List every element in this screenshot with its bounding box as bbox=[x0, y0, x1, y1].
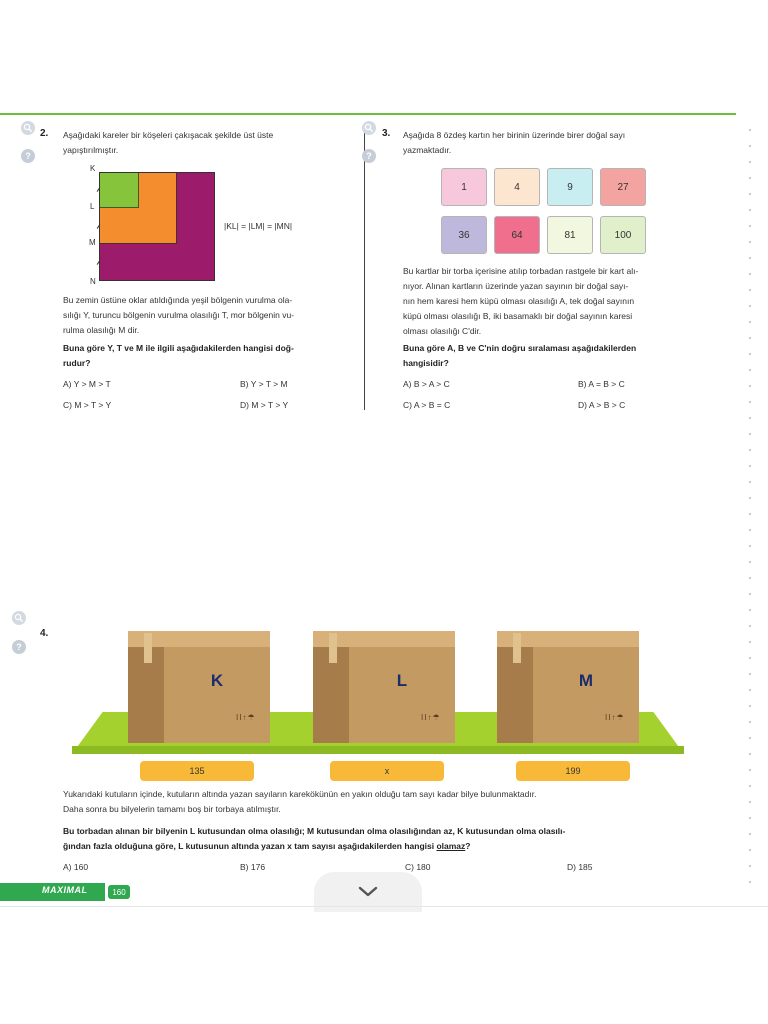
q2-option-b[interactable]: B) Y > T > M bbox=[240, 379, 288, 389]
q4-option-d[interactable]: D) 185 bbox=[567, 862, 593, 872]
page-number: 160 bbox=[108, 885, 130, 899]
vertex-label-l: L bbox=[90, 202, 95, 211]
q4-option-a[interactable]: A) 160 bbox=[63, 862, 89, 872]
box-label: M bbox=[578, 671, 594, 690]
q3-option-d[interactable]: D) A > B > C bbox=[578, 400, 626, 410]
squares-outline bbox=[99, 172, 215, 281]
q4-body: Yukarıdaki kutuların içinde, kutuların altında yazan sayıların karekökünün en yakın olduğu tam sayı kadar bilye bulunmaktadır. Daha sonra bu bilyelerin tamamı boş bir torbaya atılmıştır. bbox=[63, 789, 537, 814]
q3-option-a[interactable]: A) B > A > C bbox=[403, 379, 450, 389]
q2-intro: Aşağıdaki kareler bir köşeleri çakışacak şekilde üst üste yapıştırılmıştır. bbox=[63, 130, 274, 155]
zoom-icon[interactable] bbox=[21, 121, 35, 135]
box-number-tag: x bbox=[330, 761, 444, 781]
bottom-divider bbox=[0, 906, 768, 907]
number-card: 64 bbox=[494, 216, 540, 254]
vertex-label-m: M bbox=[89, 238, 96, 247]
box-number-tag: 135 bbox=[140, 761, 254, 781]
box-number-tag: 199 bbox=[516, 761, 630, 781]
chevron-down-icon bbox=[357, 886, 379, 898]
number-card: 27 bbox=[600, 168, 646, 206]
box-label: L bbox=[396, 671, 408, 690]
question-number-2: 2. bbox=[40, 128, 49, 139]
q4-option-c[interactable]: C) 180 bbox=[405, 862, 431, 872]
box-l bbox=[313, 631, 455, 743]
help-icon[interactable]: ? bbox=[362, 149, 376, 163]
fragile-symbols: II↑☂ bbox=[236, 713, 256, 722]
number-card: 36 bbox=[441, 216, 487, 254]
zoom-icon[interactable] bbox=[12, 611, 26, 625]
top-divider bbox=[0, 113, 736, 115]
help-icon[interactable]: ? bbox=[21, 149, 35, 163]
q4-question: Bu torbadan alınan bir bilyenin L kutusundan olma olasılığı; M kutusundan olma olasılığından az, K kutusundan olma olasılı- ğından fazla olduğuna göre, L kutusunun altında yazan x tam sayısı aşağıdakilerden hangisi olamaz? bbox=[63, 826, 566, 851]
number-card: 81 bbox=[547, 216, 593, 254]
column-divider bbox=[364, 128, 365, 410]
zoom-icon[interactable] bbox=[362, 121, 376, 135]
box-m bbox=[497, 631, 639, 743]
conveyor-belt-edge bbox=[72, 746, 684, 754]
question-number-3: 3. bbox=[382, 128, 391, 139]
segment-equation: |KL| = |LM| = |MN| bbox=[224, 221, 293, 231]
number-card: 9 bbox=[547, 168, 593, 206]
q2-option-d[interactable]: D) M > T > Y bbox=[240, 400, 289, 410]
dotted-margin bbox=[748, 122, 752, 892]
fragile-symbols: II↑☂ bbox=[605, 713, 625, 722]
q3-intro: Aşağıda 8 özdeş kartın her birinin üzerinde birer doğal sayı yazmaktadır. bbox=[403, 130, 626, 155]
q2-question: Buna göre Y, T ve M ile ilgili aşağıdakilerden hangisi doğ- rudur? bbox=[63, 343, 294, 368]
help-icon[interactable]: ? bbox=[12, 640, 26, 654]
vertex-label-n: N bbox=[90, 277, 96, 286]
fragile-symbols: II↑☂ bbox=[421, 713, 441, 722]
number-card: 1 bbox=[441, 168, 487, 206]
q2-option-c[interactable]: C) M > T > Y bbox=[63, 400, 112, 410]
box-k bbox=[128, 631, 270, 743]
q3-question: Buna göre A, B ve C'nin doğru sıralaması aşağıdakilerden hangisidir? bbox=[403, 343, 637, 368]
box-label: K bbox=[210, 671, 224, 690]
q3-option-b[interactable]: B) A = B > C bbox=[578, 379, 625, 389]
q3-option-c[interactable]: C) A > B = C bbox=[403, 400, 451, 410]
vertex-label-k: K bbox=[90, 164, 96, 173]
number-card: 100 bbox=[600, 216, 646, 254]
q2-body: Bu zemin üstüne oklar atıldığında yeşil bölgenin vurulma ola- sılığı Y, turuncu bölgenin vurulma olasılığı T, mor bölgenin vu- rulma olasılığı M dir. bbox=[63, 295, 295, 335]
q2-option-a[interactable]: A) Y > M > T bbox=[63, 379, 111, 389]
number-card: 4 bbox=[494, 168, 540, 206]
q4-option-b[interactable]: B) 176 bbox=[240, 862, 266, 872]
q3-body: Bu kartlar bir torba içerisine atılıp torbadan rastgele bir kart alı- nıyor. Alınan kartların üzerinde yazan sayının bir doğal sayı- nın hem karesi hem küpü olması olasılığı A, tek doğal sayının küpü olması olasılığı B, iki basamaklı bir doğal sayının karesi olması olasılığı C'dir. bbox=[403, 266, 639, 336]
brand-logo: MAXIMAL bbox=[42, 885, 88, 895]
question-number-4: 4. bbox=[40, 628, 49, 639]
